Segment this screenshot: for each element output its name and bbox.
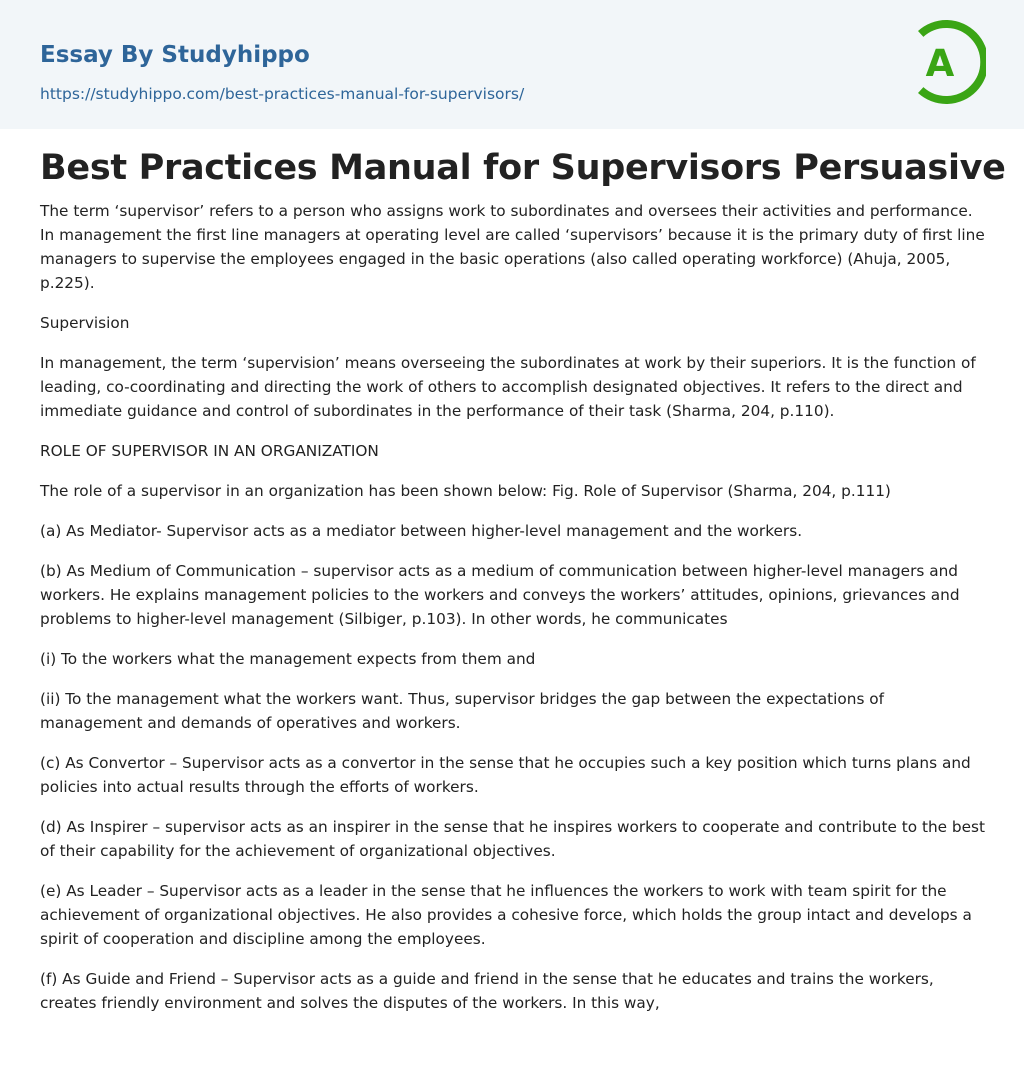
paragraph-inspirer: (d) As Inspirer – supervisor acts as an inspirer in the sense that he inspires workers to cooperate and contribute to the best of their capability for the achievement of organizational objectives. xyxy=(40,818,986,860)
source-url-link[interactable]: https://studyhippo.com/best-practices-manual-for-supervisors/ xyxy=(40,85,525,103)
page-header xyxy=(0,0,1024,129)
paragraph-intro: The term ‘supervisor’ refers to a person who assigns work to subordinates and oversees their activities and performance. In management the first line managers at operating level are called ‘supervisors’ because it is the primary duty of first line managers to supervise the employees engaged in the basic operations (also called operating workforce) (Ahuja, 2005, p.225). xyxy=(40,202,985,292)
paragraph-leader: (e) As Leader – Supervisor acts as a leader in the sense that he influences the workers to work with team spirit for the achievement of organizational objectives. He also provides a cohesive force, which holds the group intact and develops a spirit of cooperation and discipline among the employees. xyxy=(40,882,972,948)
paragraph-mediator: (a) As Mediator- Supervisor acts as a mediator between higher-level management and the workers. xyxy=(40,522,803,540)
studyhippo-a-logo-icon[interactable] xyxy=(910,18,986,106)
article-body xyxy=(40,199,990,1015)
paragraph-list-ii: (ii) To the management what the workers want. Thus, supervisor bridges the gap between the expectations of management and demands of operatives and workers. xyxy=(40,690,885,732)
subheading-role: ROLE OF SUPERVISOR IN AN ORGANIZATION xyxy=(40,442,379,460)
article-title: Best Practices Manual for Supervisors Persuasive xyxy=(40,148,1006,188)
logo-letter: A xyxy=(925,42,955,85)
brand-title: Essay By Studyhippo xyxy=(40,42,310,68)
article xyxy=(40,146,1006,1031)
paragraph-supervision: In management, the term ‘supervision’ means overseeing the subordinates at work by their superiors. It is the function of leading, co-coordinating and directing the work of others to accomplish designated objectives. It refers to the direct and immediate guidance and control of subordinates in the performance of their task (Sharma, 204, p.110). xyxy=(40,354,976,420)
paragraph-communication: (b) As Medium of Communication – supervisor acts as a medium of communication between higher-level managers and workers. He explains management policies to the workers and conveys the workers’ attitudes, opinions, grievances and problems to higher-level management (Silbiger, p.103). In other words, he communicates xyxy=(40,562,960,628)
paragraph-guide-friend: (f) As Guide and Friend – Supervisor acts as a guide and friend in the sense that he educates and trains the workers, creates friendly environment and solves the disputes of the workers. In this way, xyxy=(40,970,934,1012)
paragraph-list-i: (i) To the workers what the management expects from them and xyxy=(40,650,536,668)
paragraph-convertor: (c) As Convertor – Supervisor acts as a convertor in the sense that he occupies such a key position which turns plans and policies into actual results through the efforts of workers. xyxy=(40,754,971,796)
paragraph-role-intro: The role of a supervisor in an organization has been shown below: Fig. Role of Supervisor (Sharma, 204, p.111) xyxy=(40,482,891,500)
subheading-supervision: Supervision xyxy=(40,314,130,332)
